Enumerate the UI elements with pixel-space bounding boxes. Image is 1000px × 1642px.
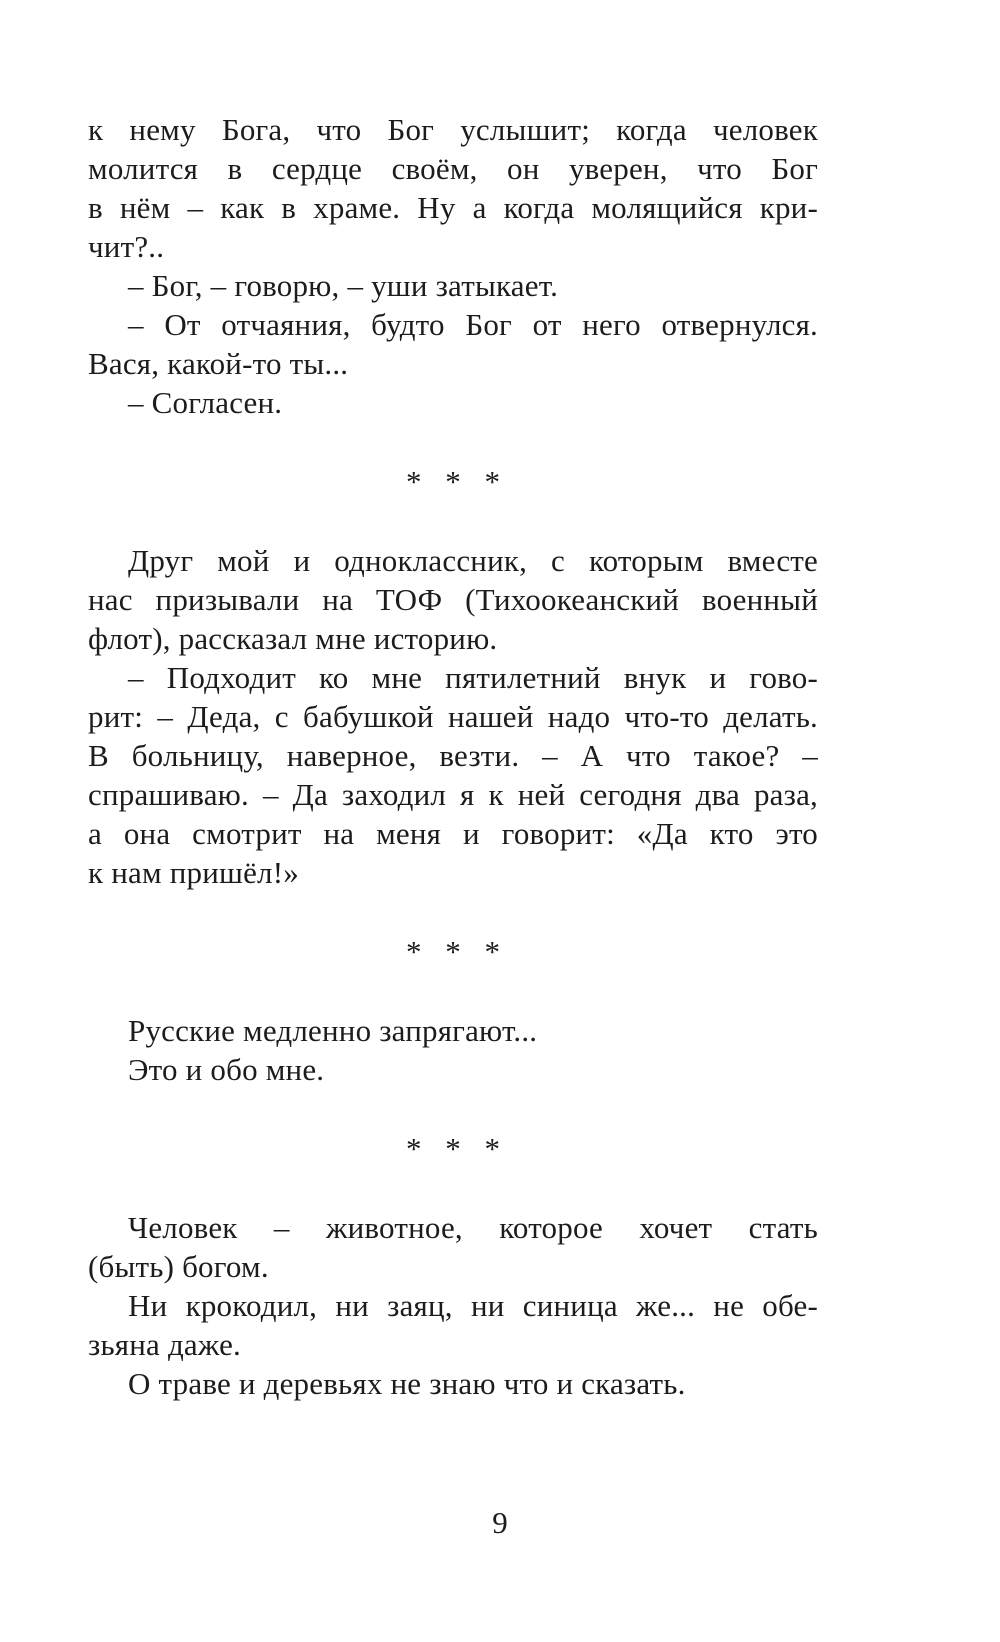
paragraph-block-3 bbox=[88, 1011, 818, 1089]
text-line: в нём – как в храме. Ну а когда молящийся кри- bbox=[88, 190, 818, 225]
text-line: Ни крокодил, ни заяц, ни синица же... не обе- bbox=[128, 1288, 818, 1323]
section-separator: * * * bbox=[406, 934, 508, 969]
text-line: чит?.. bbox=[88, 229, 165, 264]
text-line: В больницу, наверное, везти. – А что такое? – bbox=[88, 738, 818, 773]
section-separator: * * * bbox=[406, 464, 508, 499]
text-line: О траве и деревьях не знаю что и сказать. bbox=[128, 1366, 686, 1401]
text-line: к нему Бога, что Бог услышит; когда человек bbox=[88, 112, 818, 147]
text-line: молится в сердце своём, он уверен, что Бог bbox=[88, 151, 818, 186]
text-line: Это и обо мне. bbox=[128, 1052, 325, 1087]
dialogue-line: – Бог, – говорю, – уши затыкает. bbox=[128, 268, 559, 303]
section-separator: * * * bbox=[406, 1131, 508, 1166]
text-line: нас призывали на ТОФ (Тихоокеанский военный bbox=[88, 582, 818, 617]
dialogue-line: – От отчаяния, будто Бог от него отвернулся. bbox=[128, 307, 818, 342]
text-line: к нам пришёл!» bbox=[88, 855, 299, 890]
text-line: Русские медленно запрягают... bbox=[128, 1013, 538, 1048]
text-line: рит: – Деда, с бабушкой нашей надо что-то делать. bbox=[88, 699, 818, 734]
paragraph-block-4 bbox=[88, 1208, 818, 1403]
text-line: флот), рассказал мне историю. bbox=[88, 621, 498, 656]
text-line: Друг мой и одноклассник, с которым вместе bbox=[128, 543, 818, 578]
page-number: 9 bbox=[492, 1505, 508, 1540]
text-line: а она смотрит на меня и говорит: «Да кто это bbox=[88, 816, 818, 851]
text-line: Вася, какой-то ты... bbox=[88, 346, 349, 381]
text-line: спрашиваю. – Да заходил я к ней сегодня два раза, bbox=[88, 777, 818, 812]
dialogue-line: – Согласен. bbox=[128, 385, 283, 420]
text-line: зьяна даже. bbox=[88, 1327, 241, 1362]
paragraph-block-2 bbox=[88, 541, 818, 892]
text-line: (быть) богом. bbox=[88, 1249, 269, 1284]
dialogue-line: – Подходит ко мне пятилетний внук и гово- bbox=[128, 660, 818, 695]
book-page-text bbox=[88, 110, 818, 1403]
paragraph-block-1 bbox=[88, 110, 818, 422]
text-line: Человек – животное, которое хочет стать bbox=[128, 1210, 818, 1245]
